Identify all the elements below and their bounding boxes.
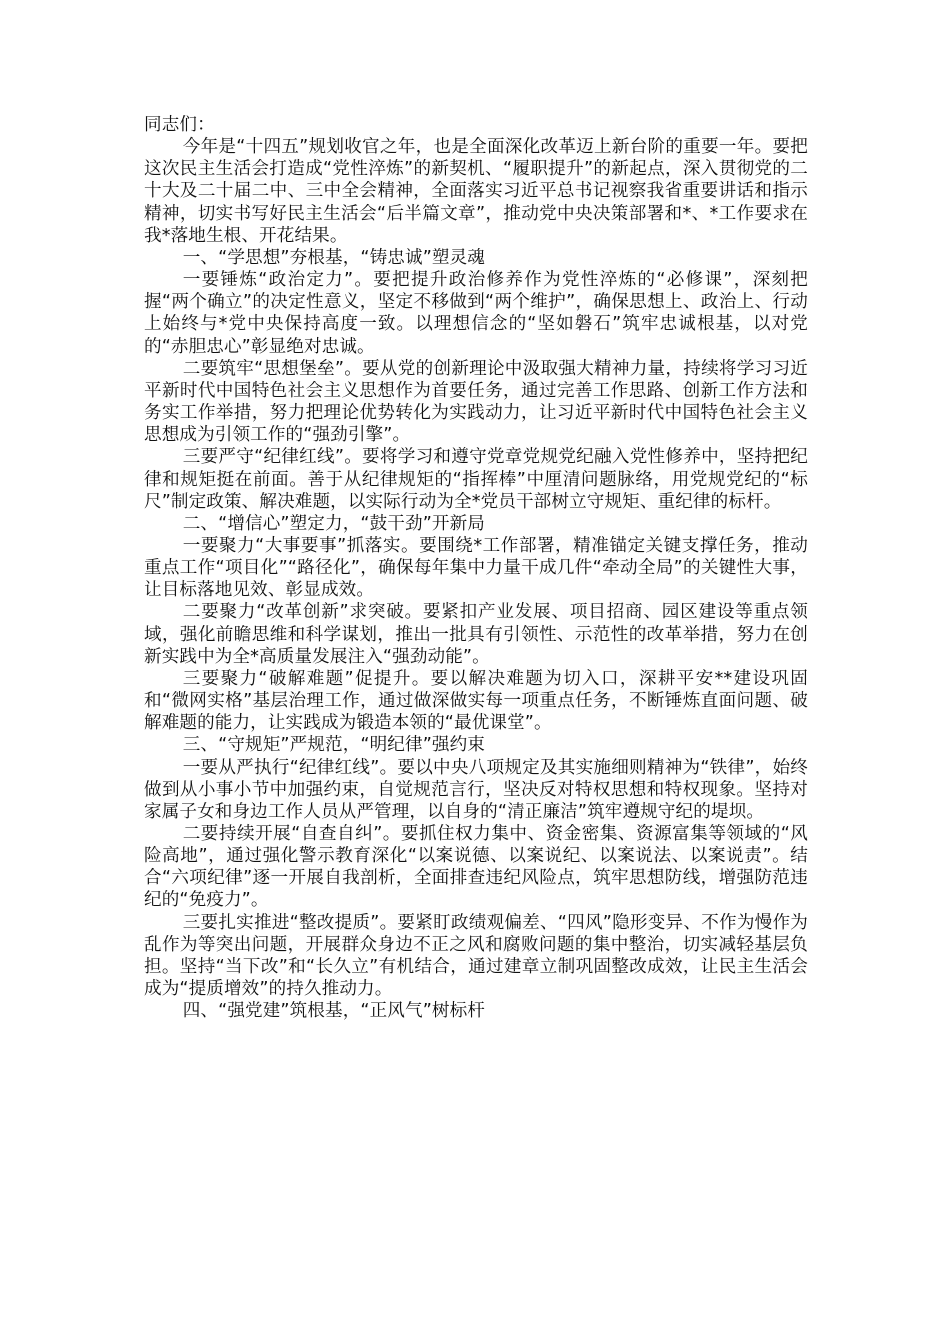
section-2-paragraph-3: 三要聚力“破解难题”促提升。要以解决难题为切入口，深耕平安**建设巩固和“微网实格”基层治理工作，通过做深做实每一项重点任务，不断锤炼直面问题、破解难题的能力，让实践成为锻造本领的“最优课堂”。 — [144, 668, 808, 734]
section-heading-2: 二、“增信心”塑定力，“鼓干劲”开新局 — [182, 513, 485, 534]
section-3-paragraph-2: 二要持续开展“自查自纠”。要抓住权力集中、资金密集、资源富集等领域的“风险高地”，通过强化警示教育深化“以案说德、以案说纪、以案说法、以案说责”。结合“六项纪律”逐一开展自我剖析，全面排查违纪风险点，筑牢思想防线，增强防范违纪的“免疫力”。 — [144, 824, 808, 911]
section-3-paragraph-3: 三要扎实推进“整改提质”。要紧盯政绩观偏差、“四风”隐形变异、不作为慢作为乱作为等突出问题，开展群众身边不正之风和腐败问题的集中整治，切实减轻基层负担。坚持“当下改”和“长久立”有机结合，通过建章立制巩固整改成效，让民主生活会成为“提质增效”的持久推动力。 — [144, 912, 808, 1000]
greeting: 同志们： — [144, 115, 215, 135]
section-1-paragraph-3: 三要严守“纪律红线”。要将学习和遵守党章党规党纪融入党性修养中，坚持把纪律和规矩挺在前面。善于从纪律规矩的“指挥棒”中厘清问题脉络，用党规党纪的“标尺”制定政策、解决难题，以实际行动为全*党员干部树立守规矩、重纪律的标杆。 — [144, 447, 808, 512]
section-3-paragraph-1: 一要从严执行“纪律红线”。要以中央八项规定及其实施细则精神为“铁律”，始终做到从小事小节中加强约束，自觉规范言行，坚决反对特权思想和特权现象。坚持对家属子女和身边工作人员从严管理，以自身的“清正廉洁”筑牢遵规守纪的堤坝。 — [144, 757, 808, 822]
section-heading-1: 一、“学思想”夯根基，“铸忠诚”塑灵魂 — [182, 247, 485, 268]
section-2-paragraph-1: 一要聚力“大事要事”抓落实。要围绕*工作部署，精准锚定关键支撑任务，推动重点工作“项目化”“路径化”，确保每年集中力量干成几件“牵动全局”的关键性大事，让目标落地见效、彰显成效。 — [144, 535, 808, 601]
section-heading-4: 四、“强党建”筑根基，“正风气”树标杆 — [182, 1001, 485, 1022]
section-2-paragraph-2: 二要聚力“改革创新”求突破。要紧扣产业发展、项目招商、园区建设等重点领域，强化前瞻思维和科学谋划，推出一批具有引领性、示范性的改革举措，努力在创新实践中为全*高质量发展注入“强劲动能”。 — [144, 602, 808, 667]
section-1-paragraph-1: 一要锤炼“政治定力”。要把提升政治修养作为党性淬炼的“必修课”，深刻把握“两个确立”的决定性意义，坚定不移做到“两个维护”，确保思想上、政治上、行动上始终与*党中央保持高度一致。以理想信念的“坚如磐石”筑牢忠诚根基，以对党的“赤胆忠心”彰显绝对忠诚。 — [144, 270, 808, 357]
intro-paragraph: 今年是“十四五”规划收官之年，也是全面深化改革迈上新台阶的重要一年。要把这次民主生活会打造成“党性淬炼”的新契机、“履职提升”的新起点，深入贯彻党的二十大及二十届二中、三中全会精神，全面落实习近平总书记视察我省重要讲话和指示精神，切实书写好民主生活会“后半篇文章”，推动党中央决策部署和*、*工作要求在我*落地生根、开花结果。 — [144, 137, 808, 246]
section-1-paragraph-2: 二要筑牢“思想堡垒”。要从党的创新理论中汲取强大精神力量，持续将学习习近平新时代中国特色社会主义思想作为首要任务，通过完善工作思路、创新工作方法和务实工作举措，努力把理论优势转化为实践动力，让习近平新时代中国特色社会主义思想成为引领工作的“强劲引擎”。 — [144, 358, 808, 446]
document-body — [144, 114, 808, 1022]
section-heading-3: 三、“守规矩”严规范，“明纪律”强约束 — [182, 735, 485, 756]
